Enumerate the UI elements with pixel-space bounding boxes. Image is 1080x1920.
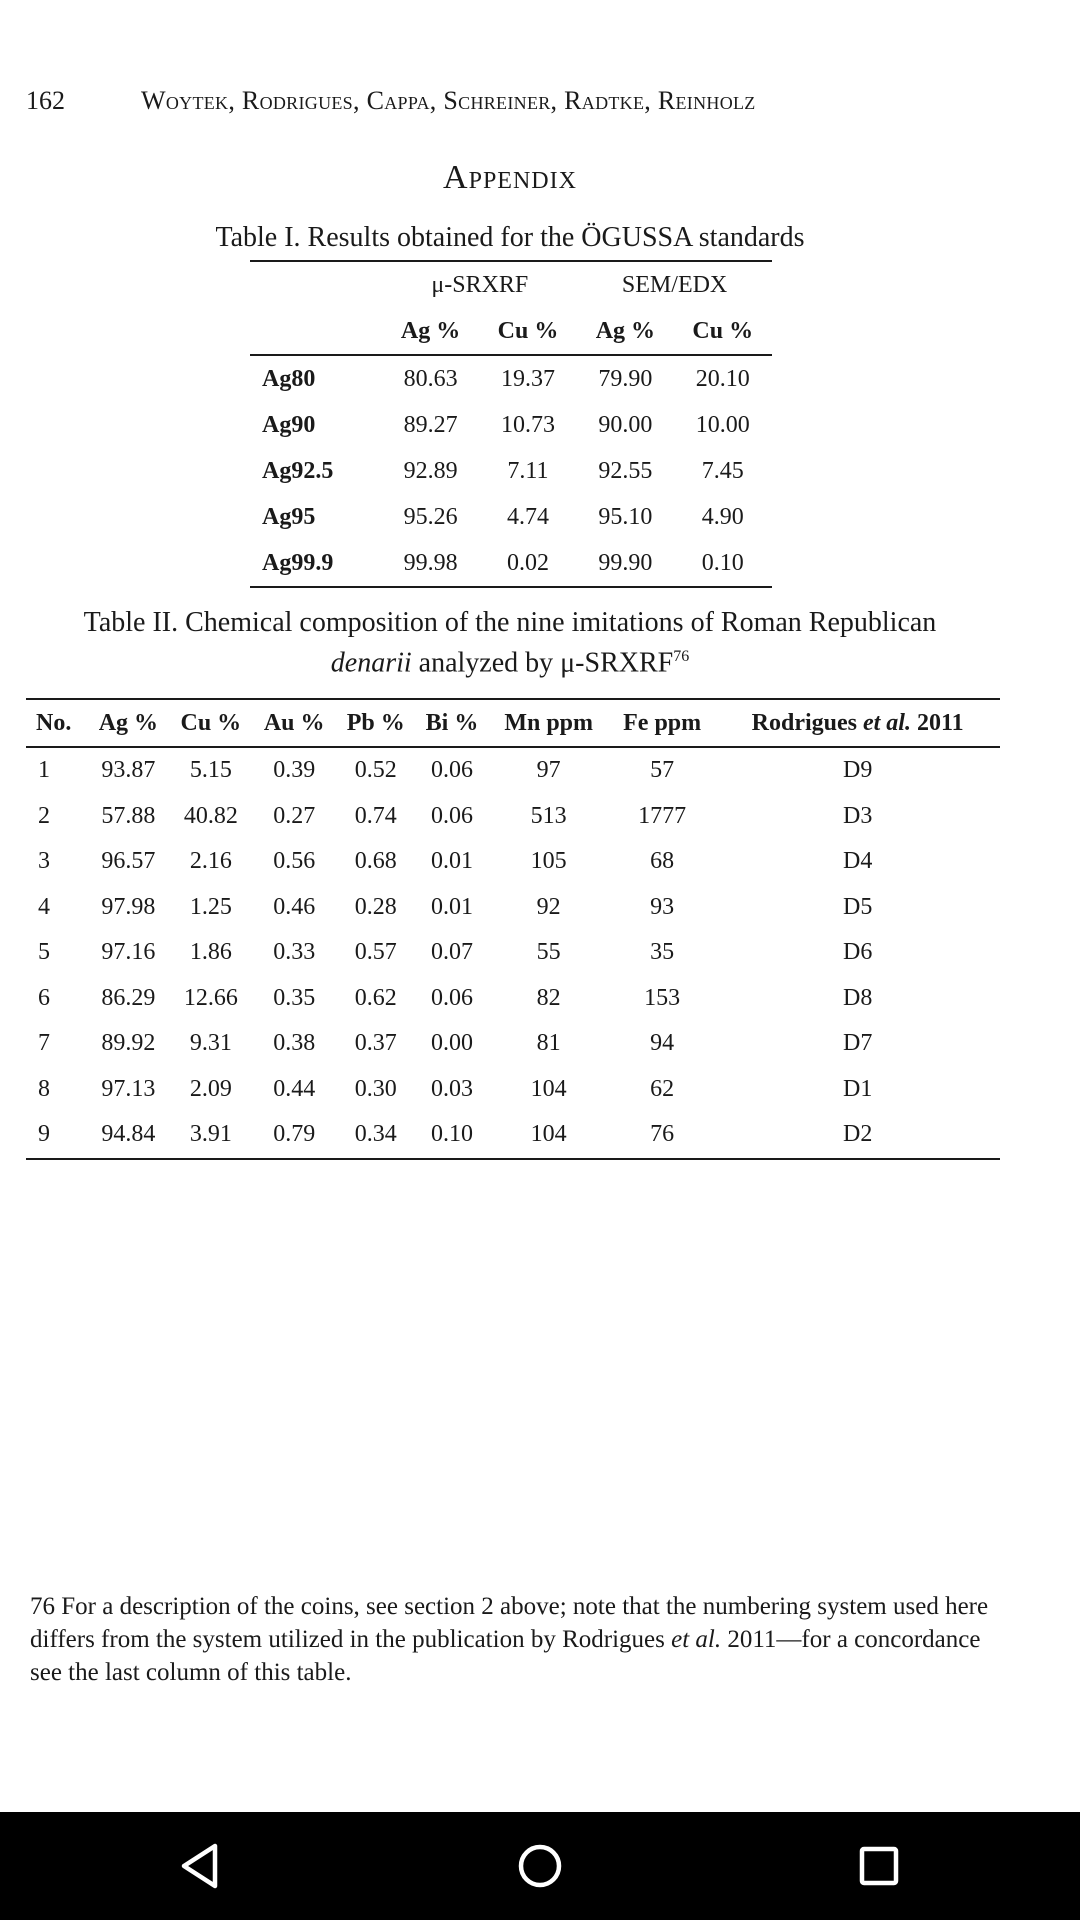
footnote	[30, 1590, 1010, 1689]
table2-cell: 2.09	[189, 1075, 232, 1102]
table2-cell: 89.92	[101, 1030, 156, 1057]
table2-cell: 0.00	[431, 1030, 474, 1057]
table1-cell: 89.27	[403, 411, 458, 438]
table2-cell: 0.10	[431, 1121, 474, 1148]
table1-row-label: Ag90	[262, 411, 316, 438]
table2-cell: 93	[650, 893, 675, 920]
table2-cell: 0.30	[354, 1075, 397, 1102]
table2-cell: 40.82	[183, 802, 238, 829]
table2-cell: 0.06	[431, 802, 474, 829]
table2-cell: 97.13	[101, 1075, 156, 1102]
table1-body	[250, 355, 772, 587]
recents-button[interactable]	[849, 1836, 909, 1896]
table1-cell: 0.10	[701, 549, 744, 576]
footnote-text-2: 2011—for a concordance see the last column of this table.	[30, 1626, 981, 1686]
table1-column-header: Cu %	[479, 308, 577, 355]
table2-row	[26, 976, 1000, 1022]
table2-cell: 0.06	[431, 757, 474, 784]
table1-cell: 7.45	[701, 457, 744, 484]
table2-row	[26, 839, 1000, 885]
back-icon	[171, 1836, 231, 1896]
table1-cell: 79.90	[598, 365, 653, 392]
table2-header-part: et al.	[862, 709, 911, 736]
table1-cell: 7.11	[507, 457, 549, 484]
table2-cell: 93.87	[101, 757, 156, 784]
back-button[interactable]	[171, 1836, 231, 1896]
table2-cell: 1.86	[189, 939, 232, 966]
table2-cell: 0.56	[273, 848, 316, 875]
table2-header-part: 2011	[910, 709, 964, 736]
table2-column-header: Cu %	[169, 699, 252, 747]
table2-cell: 1.25	[189, 893, 232, 920]
table2-cell: 57.88	[101, 802, 156, 829]
table2-cell: 0.79	[273, 1121, 316, 1148]
table2-cell: 57	[650, 757, 675, 784]
table1	[250, 260, 772, 588]
table2-caption-italic: denarii	[330, 647, 412, 679]
table2-column-header: No.	[26, 699, 88, 747]
table2-cell: 9	[38, 1121, 50, 1148]
table2-cell: 97	[536, 757, 561, 784]
table2-cell: 55	[536, 939, 561, 966]
table2-caption	[0, 606, 1020, 680]
page-number: 162	[26, 86, 65, 115]
table2-cell: 81	[536, 1030, 561, 1057]
table1-column-header: Ag %	[577, 308, 673, 355]
table1-caption: Table I. Results obtained for the ÖGUSSA standards	[215, 222, 805, 253]
table1-cell: 92.89	[403, 457, 458, 484]
table1-row	[250, 448, 772, 494]
table2-cell: 9.31	[189, 1030, 232, 1057]
table2-cell: D4	[842, 848, 873, 875]
table2-row	[26, 794, 1000, 840]
table2-cell: 0.38	[273, 1030, 316, 1057]
table2-cell: 92	[536, 893, 561, 920]
table2-cell: 0.39	[273, 757, 316, 784]
table1-cell: 90.00	[598, 411, 653, 438]
table1-cell: 4.74	[506, 503, 549, 530]
table2-cell: 0.46	[273, 893, 316, 920]
table1-row-label: Ag99.9	[262, 549, 334, 576]
table1-cell: 10.73	[500, 411, 555, 438]
table2-cell: 86.29	[101, 984, 156, 1011]
table2-column-header: Mn ppm	[488, 699, 609, 747]
table2-row	[26, 1067, 1000, 1113]
table2-cell: 76	[650, 1121, 675, 1148]
table2-cell: 0.03	[431, 1075, 474, 1102]
table2-cell: 1777	[638, 802, 687, 829]
home-icon	[510, 1836, 570, 1896]
table2-cell: 1	[38, 757, 50, 784]
footnote-italic: et al.	[671, 1626, 722, 1653]
table2-column-header	[715, 699, 1000, 747]
table2-row	[26, 747, 1000, 794]
table1-cell: 92.55	[598, 457, 653, 484]
table1-row	[250, 494, 772, 540]
table2-cell: D3	[842, 802, 873, 829]
table2-cell: 104	[530, 1075, 567, 1102]
table2-column-header: Au %	[253, 699, 336, 747]
table2-cell: 3	[38, 848, 50, 875]
table2-cell: D5	[842, 893, 873, 920]
table2-cell: 513	[530, 802, 567, 829]
table2-cell: 7	[38, 1030, 50, 1057]
table2-cell: 5	[38, 939, 50, 966]
table1-corner	[250, 261, 382, 308]
running-head: Woytek, Rodrigues, Cappa, Schreiner, Radtke, Reinholz	[141, 86, 756, 115]
table2-cell: 0.07	[431, 939, 474, 966]
table2-row	[26, 1021, 1000, 1067]
table1-cell: 20.10	[695, 365, 750, 392]
table2-cell: 94.84	[101, 1121, 156, 1148]
table2-cell: 0.28	[354, 893, 397, 920]
table2-cell: 96.57	[101, 848, 156, 875]
table1-cell: 80.63	[403, 365, 458, 392]
recents-icon	[849, 1836, 909, 1896]
table2-cell: 97.98	[101, 893, 156, 920]
table2-cell: D9	[842, 757, 873, 784]
table2	[26, 698, 1000, 1160]
table2-row	[26, 885, 1000, 931]
table1-cell: 95.26	[403, 503, 458, 530]
table2-header-row	[26, 699, 1000, 747]
table2-cell: 94	[650, 1030, 675, 1057]
table2-cell: 2	[38, 802, 50, 829]
table1-row-label: Ag95	[262, 503, 316, 530]
table2-column-header: Pb %	[336, 699, 416, 747]
appendix-title: Appendix	[443, 159, 577, 196]
table1-cell: 0.02	[506, 549, 549, 576]
table1-group-header: μ-SRXRF	[431, 271, 529, 298]
table2-cell: 68	[650, 848, 675, 875]
table1-header-row	[250, 308, 772, 355]
table1-corner	[250, 308, 382, 355]
table1-row-label: Ag92.5	[262, 457, 334, 484]
table2-cell: D6	[842, 939, 873, 966]
table2-row	[26, 1112, 1000, 1159]
table2-cell: 62	[650, 1075, 675, 1102]
table2-cell: 0.27	[273, 802, 316, 829]
table1-cell: 95.10	[598, 503, 653, 530]
table2-cell: 0.01	[431, 893, 474, 920]
table1-group-header: SEM/EDX	[621, 271, 728, 298]
table2-cell: 0.62	[354, 984, 397, 1011]
table1-row	[250, 540, 772, 587]
table2-cell: 6	[38, 984, 50, 1011]
table2-caption-line1: Table II. Chemical composition of the nine imitations of Roman Republican	[83, 607, 937, 638]
navigation-bar	[0, 1812, 1080, 1920]
table1-cell: 19.37	[500, 365, 555, 392]
table1-row	[250, 355, 772, 402]
table2-cell: 35	[650, 939, 675, 966]
table1-cell: 4.90	[701, 503, 744, 530]
table2-cell: 0.33	[273, 939, 316, 966]
table2-column-header: Ag %	[88, 699, 170, 747]
table2-cell: 105	[530, 848, 567, 875]
table1-group-row	[250, 261, 772, 308]
table2-cell: 0.06	[431, 984, 474, 1011]
table2-column-header: Bi %	[416, 699, 489, 747]
table1-cell: 99.90	[598, 549, 653, 576]
table2-cell: 4	[38, 893, 50, 920]
table2-cell: 0.74	[354, 802, 397, 829]
table2-cell: 0.52	[354, 757, 397, 784]
table2-column-header: Fe ppm	[609, 699, 715, 747]
table2-cell: 5.15	[189, 757, 232, 784]
table2-cell: D2	[842, 1121, 873, 1148]
footnote-reference: 76	[673, 648, 690, 665]
table2-caption-line2: analyzed by μ-SRXRF	[411, 647, 674, 679]
table2-cell: 0.35	[273, 984, 316, 1011]
table2-cell: 0.37	[354, 1030, 397, 1057]
page-header	[26, 86, 1054, 126]
table2-cell: 0.68	[354, 848, 397, 875]
table2-cell: 82	[536, 984, 561, 1011]
home-button[interactable]	[510, 1836, 570, 1896]
table2-cell: D1	[842, 1075, 873, 1102]
table1-cell: 10.00	[695, 411, 750, 438]
table2-cell: 8	[38, 1075, 50, 1102]
table2-header-part: Rodrigues	[751, 709, 863, 736]
table2-cell: 153	[644, 984, 681, 1011]
table2-row	[26, 930, 1000, 976]
table2-cell: 0.44	[273, 1075, 316, 1102]
table1-column-header: Cu %	[674, 308, 772, 355]
table2-cell: 97.16	[101, 939, 156, 966]
table1-row-label: Ag80	[262, 365, 316, 392]
table2-body	[26, 747, 1000, 1159]
table2-cell: D8	[842, 984, 873, 1011]
table2-cell: 0.34	[354, 1121, 397, 1148]
table2-cell: 12.66	[183, 984, 238, 1011]
table1-cell: 99.98	[403, 549, 458, 576]
table2-cell: 3.91	[189, 1121, 232, 1148]
footnote-text-1: 76 For a description of the coins, see section 2 above; note that the numbering system used here differs from the system utilized in the publication by Rodrigues	[30, 1593, 989, 1653]
table2-cell: 2.16	[189, 848, 232, 875]
table2-cell: 0.57	[354, 939, 397, 966]
table2-cell: D7	[842, 1030, 873, 1057]
table2-cell: 104	[530, 1121, 567, 1148]
table2-cell: 0.01	[431, 848, 474, 875]
table1-column-header: Ag %	[382, 308, 478, 355]
table1-row	[250, 402, 772, 448]
